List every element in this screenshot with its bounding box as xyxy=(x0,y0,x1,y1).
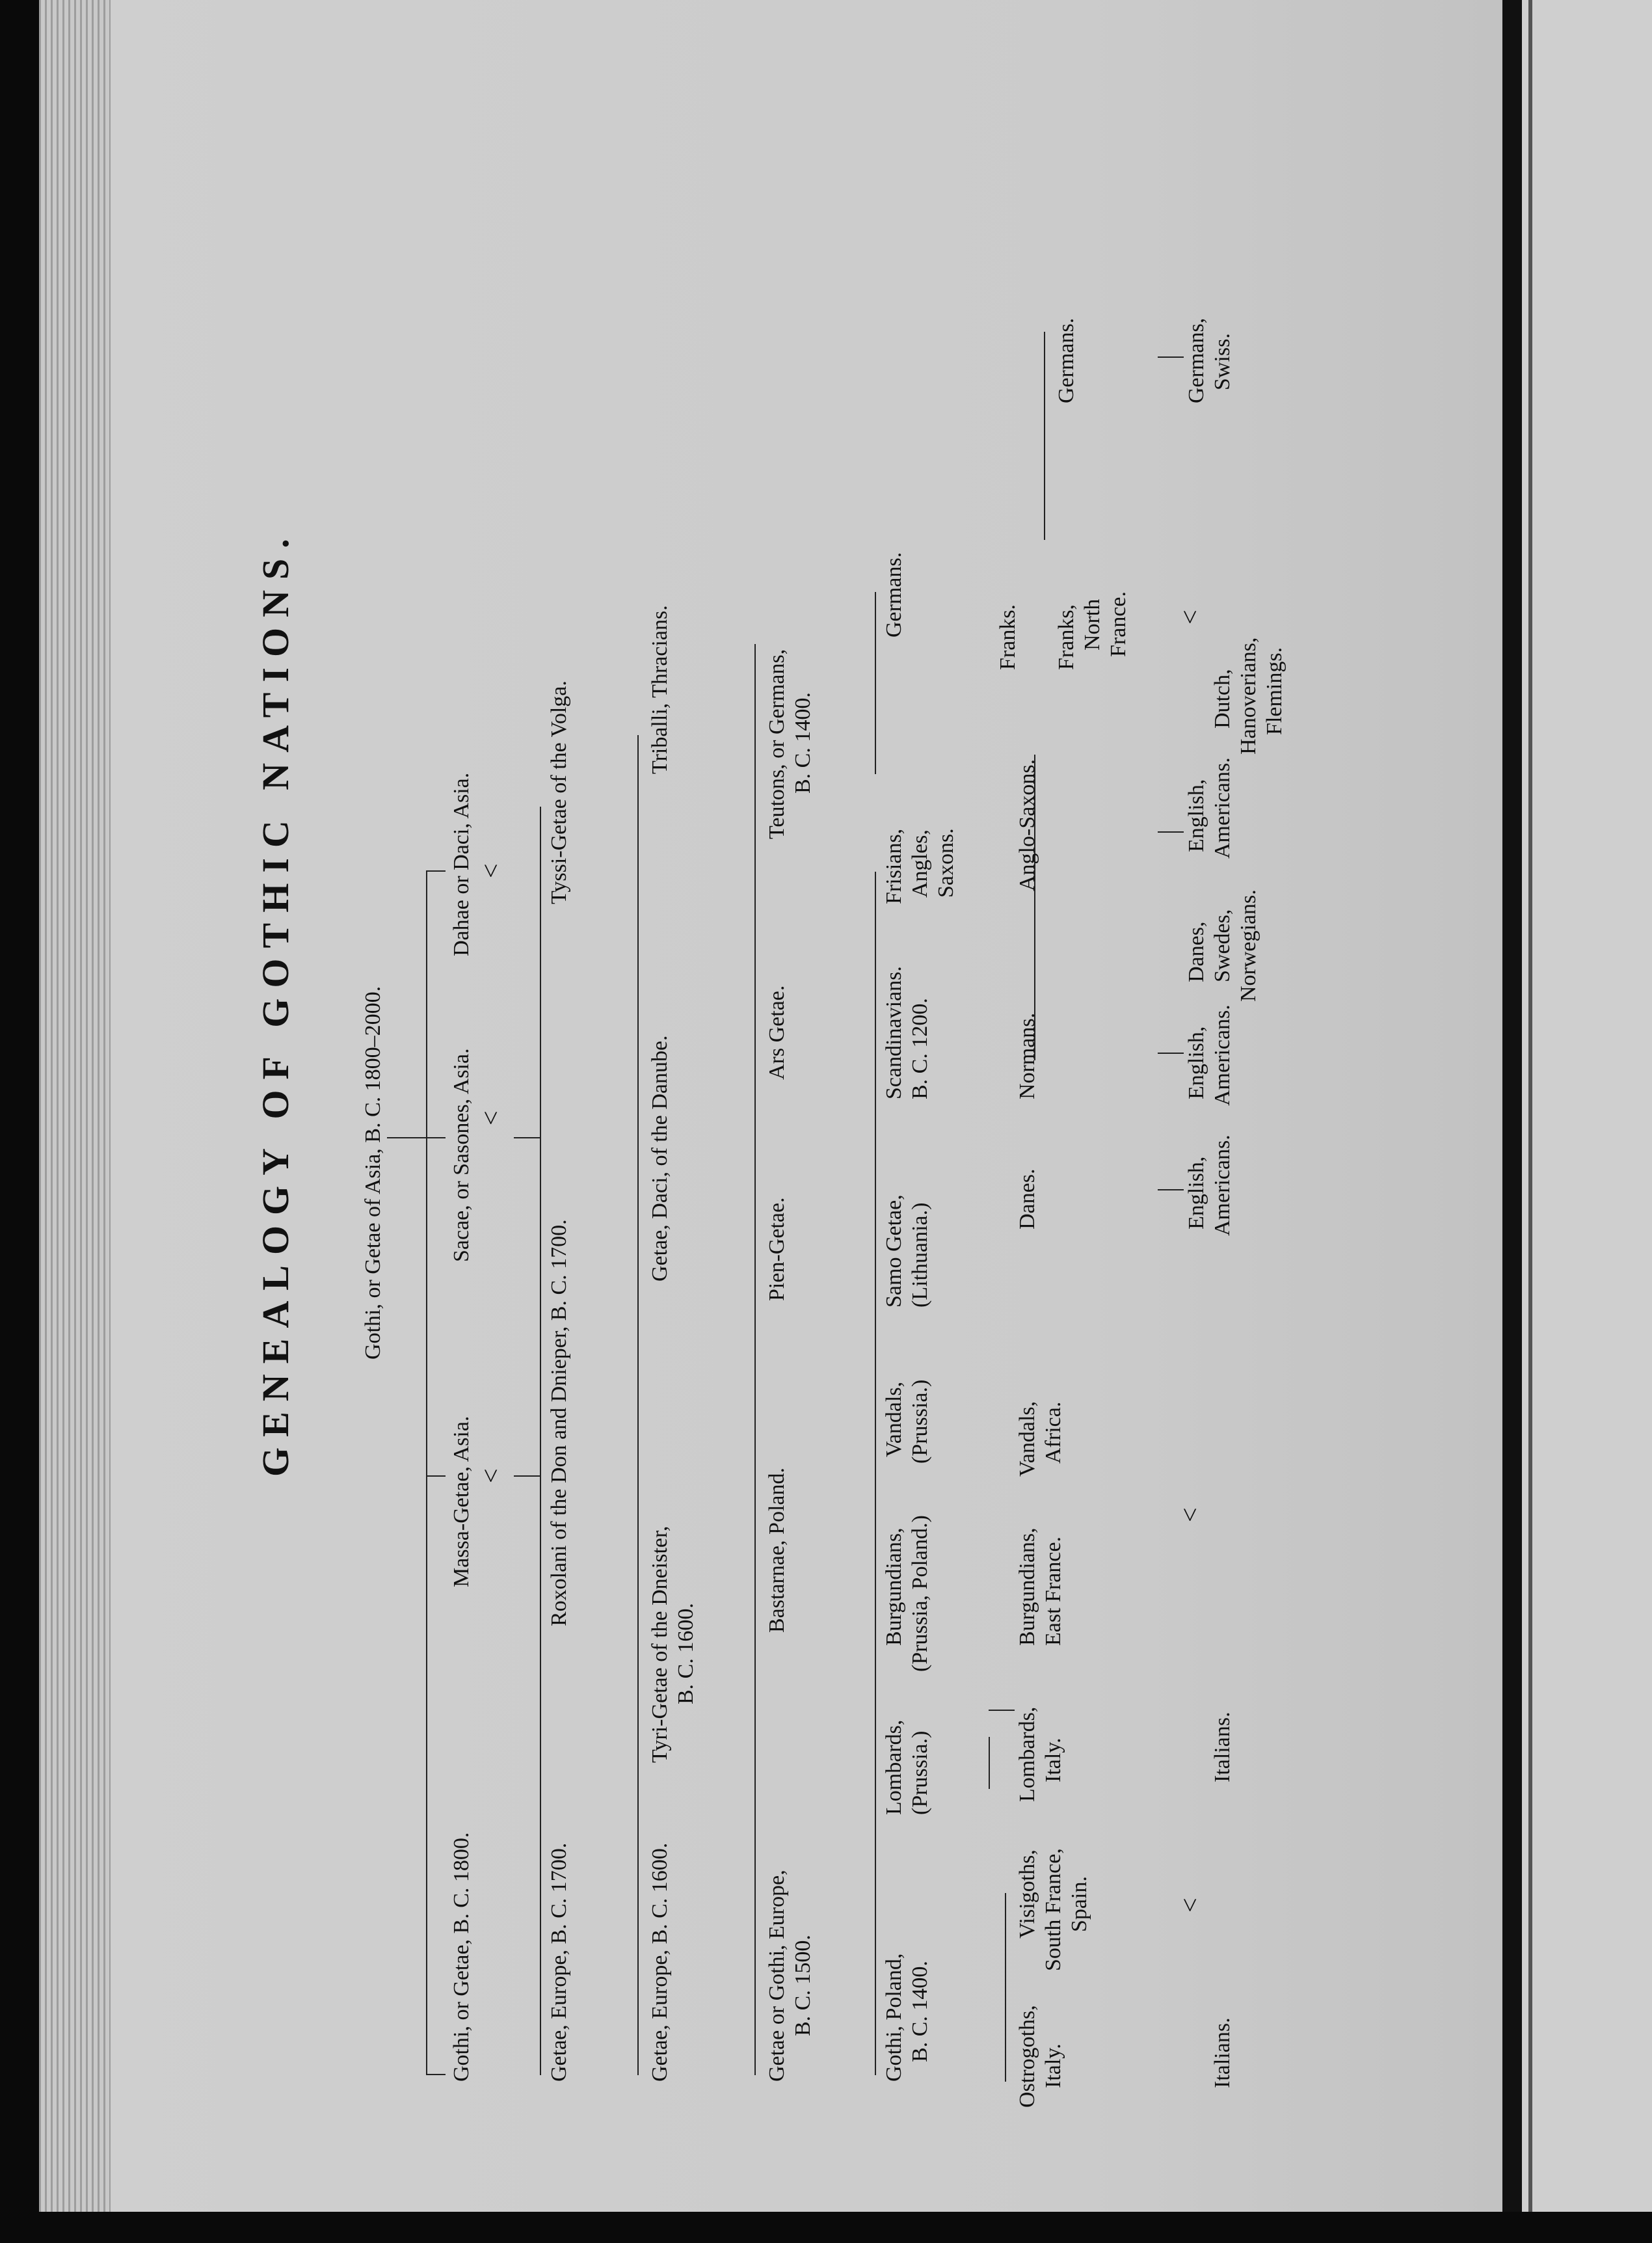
node-burgundians-region: (Prussia, Poland.) xyxy=(908,1515,932,1672)
node-hanoverians: Hanoverians, xyxy=(1236,637,1260,755)
node-getae-1600: Getae, Europe, B. C. 1600. xyxy=(648,1842,672,2082)
node-teutons-date: B. C. 1400. xyxy=(791,692,815,794)
node-franks-north-3: France. xyxy=(1106,591,1130,657)
node-normans: Normans. xyxy=(1015,1012,1039,1099)
node-sacae: Sacae, or Sasones, Asia. xyxy=(449,1048,473,1262)
node-triballi: Triballi, Thracians. xyxy=(648,605,672,774)
node-vandals-africa-region: Africa. xyxy=(1041,1401,1065,1464)
branch-mark: < xyxy=(476,863,505,878)
node-bastarnae: Bastarnae, Poland. xyxy=(765,1468,789,1633)
connector-tick xyxy=(1158,831,1184,833)
node-dahae: Dahae or Daci, Asia. xyxy=(449,772,473,956)
node-americans-1: Americans. xyxy=(1210,1135,1234,1236)
connector-tick xyxy=(1158,356,1184,358)
row1-tick-1 xyxy=(426,2074,446,2075)
connector-tick xyxy=(514,1137,540,1138)
node-vandals: Vandals, xyxy=(882,1381,906,1457)
node-germans-swiss: Germans, xyxy=(1184,317,1208,403)
root-node: Gothi, or Getae of Asia, B. C. 1800–2000. xyxy=(361,986,385,1360)
root-connector xyxy=(387,1137,426,1138)
row4-bracket xyxy=(754,644,756,2075)
node-visigoths-region-2: Spain. xyxy=(1067,1876,1091,1932)
node-germans-r5: Germans. xyxy=(882,552,906,638)
node-swiss: Swiss. xyxy=(1210,333,1234,390)
row1-tick-4 xyxy=(426,870,446,872)
row6-lombard-bracket xyxy=(989,1737,990,1789)
node-visigoths: Visigoths, xyxy=(1015,1849,1039,1939)
node-franks-north-2: North xyxy=(1080,598,1104,651)
node-lombards-italy-region: Italy. xyxy=(1041,1738,1065,1782)
node-massa-getae: Massa-Getae, Asia. xyxy=(449,1416,473,1587)
node-germans-r6: Germans. xyxy=(1054,317,1078,403)
node-franks: Franks. xyxy=(996,604,1020,670)
page-gutter-line xyxy=(1528,0,1532,2243)
branch-mark: < xyxy=(476,1110,505,1125)
row6-goths-bracket xyxy=(1005,1893,1006,2082)
node-ostrogoths: Ostrogoths, xyxy=(1015,2005,1039,2108)
node-lombards-italy: Lombards, xyxy=(1015,1706,1039,1802)
node-burgundians: Burgundians, xyxy=(882,1527,906,1646)
node-pien-getae: Pien-Getae. xyxy=(765,1197,789,1301)
page-gutter-shadow xyxy=(1502,0,1522,2243)
facing-page-edge xyxy=(1502,0,1652,2243)
node-anglo-saxons: Anglo-Saxons. xyxy=(1015,759,1039,891)
branch-mark: < xyxy=(1175,610,1205,625)
branch-mark: < xyxy=(1175,1507,1205,1522)
row1-bracket xyxy=(426,872,427,2075)
node-scandinavians-date: B. C. 1200. xyxy=(908,998,932,1099)
book-spine-edge xyxy=(39,0,111,2243)
node-roxolani: Roxolani of the Don and Dnieper, B. C. 1700. xyxy=(547,1219,571,1626)
node-flemings: Flemings. xyxy=(1262,647,1286,735)
node-italians-2: Italians. xyxy=(1210,1712,1234,1782)
node-english-3: English, xyxy=(1184,779,1208,852)
row1-tick-2 xyxy=(426,1475,446,1477)
node-gothi-poland: Gothi, Poland, xyxy=(882,1953,906,2082)
branch-mark: < xyxy=(1175,1898,1205,1913)
node-english-2: English, xyxy=(1184,1026,1208,1099)
node-getae-daci: Getae, Daci, of the Danube. xyxy=(648,1035,672,1282)
chart-title: GENEALOGY OF GOTHIC NATIONS. xyxy=(254,528,297,1477)
node-danes: Danes. xyxy=(1015,1168,1039,1229)
node-scandinavians: Scandinavians. xyxy=(882,966,906,1099)
node-teutons: Teutons, or Germans, xyxy=(765,649,789,839)
node-ars-getae: Ars Getae. xyxy=(765,985,789,1080)
node-samo-getae-region: (Lithuania.) xyxy=(908,1202,932,1308)
row5-germans-bracket xyxy=(875,592,876,774)
node-dutch: Dutch, xyxy=(1210,669,1234,729)
node-tyri-getae: Tyri-Getae of the Dneister, xyxy=(648,1525,672,1763)
connector-tick xyxy=(1158,1053,1184,1054)
row1-tick-3 xyxy=(426,1137,446,1138)
node-ostrogoths-region: Italy. xyxy=(1041,2043,1065,2088)
node-americans-2: Americans. xyxy=(1210,1004,1234,1106)
node-lombards-region: (Prussia.) xyxy=(908,1730,932,1815)
node-franks-north: Franks, xyxy=(1054,604,1078,670)
node-lombards: Lombards, xyxy=(882,1719,906,1815)
node-swedes: Swedes, xyxy=(1210,909,1234,982)
node-frisians: Frisians, xyxy=(882,828,906,904)
node-angles: Angles, xyxy=(908,829,932,898)
genealogy-chart xyxy=(254,176,1489,2127)
node-tyri-getae-date: B. C. 1600. xyxy=(674,1603,698,1704)
node-gothi-poland-date: B. C. 1400. xyxy=(908,1961,932,2062)
node-tyssi-getae: Tyssi-Getae of the Volga. xyxy=(547,680,571,904)
node-getae-1700: Getae, Europe, B. C. 1700. xyxy=(547,1842,571,2082)
node-english-1: English, xyxy=(1184,1156,1208,1229)
node-saxons: Saxons. xyxy=(934,828,958,898)
connector-tick xyxy=(989,1710,1015,1711)
branch-mark: < xyxy=(476,1468,505,1483)
node-getae-gothi-1500: Getae or Gothi, Europe, xyxy=(765,1870,789,2082)
node-visigoths-region: South France, xyxy=(1041,1848,1065,1971)
node-norwegians: Norwegians. xyxy=(1236,889,1260,1002)
node-vandals-africa: Vandals, xyxy=(1015,1401,1039,1477)
scan-border xyxy=(0,2212,1652,2243)
node-getae-gothi-1500-date: B. C. 1500. xyxy=(791,1935,815,2036)
row6-franks-bracket xyxy=(1044,332,1045,540)
node-gothi-1800: Gothi, or Getae, B. C. 1800. xyxy=(449,1832,473,2082)
node-danes-2: Danes, xyxy=(1184,921,1208,982)
connector-tick xyxy=(1158,1189,1184,1190)
node-italians-1: Italians. xyxy=(1210,2017,1234,2088)
row5-bracket xyxy=(875,872,876,2075)
row2-bracket xyxy=(540,807,541,2075)
connector-tick xyxy=(514,1475,540,1477)
node-burgundians-france: Burgundians, xyxy=(1015,1527,1039,1646)
row3-bracket xyxy=(637,735,639,2075)
node-samo-getae: Samo Getae, xyxy=(882,1194,906,1308)
node-vandals-region: (Prussia.) xyxy=(908,1379,932,1464)
node-americans-3: Americans. xyxy=(1210,757,1234,859)
node-burgundians-france-region: East France. xyxy=(1041,1536,1065,1646)
